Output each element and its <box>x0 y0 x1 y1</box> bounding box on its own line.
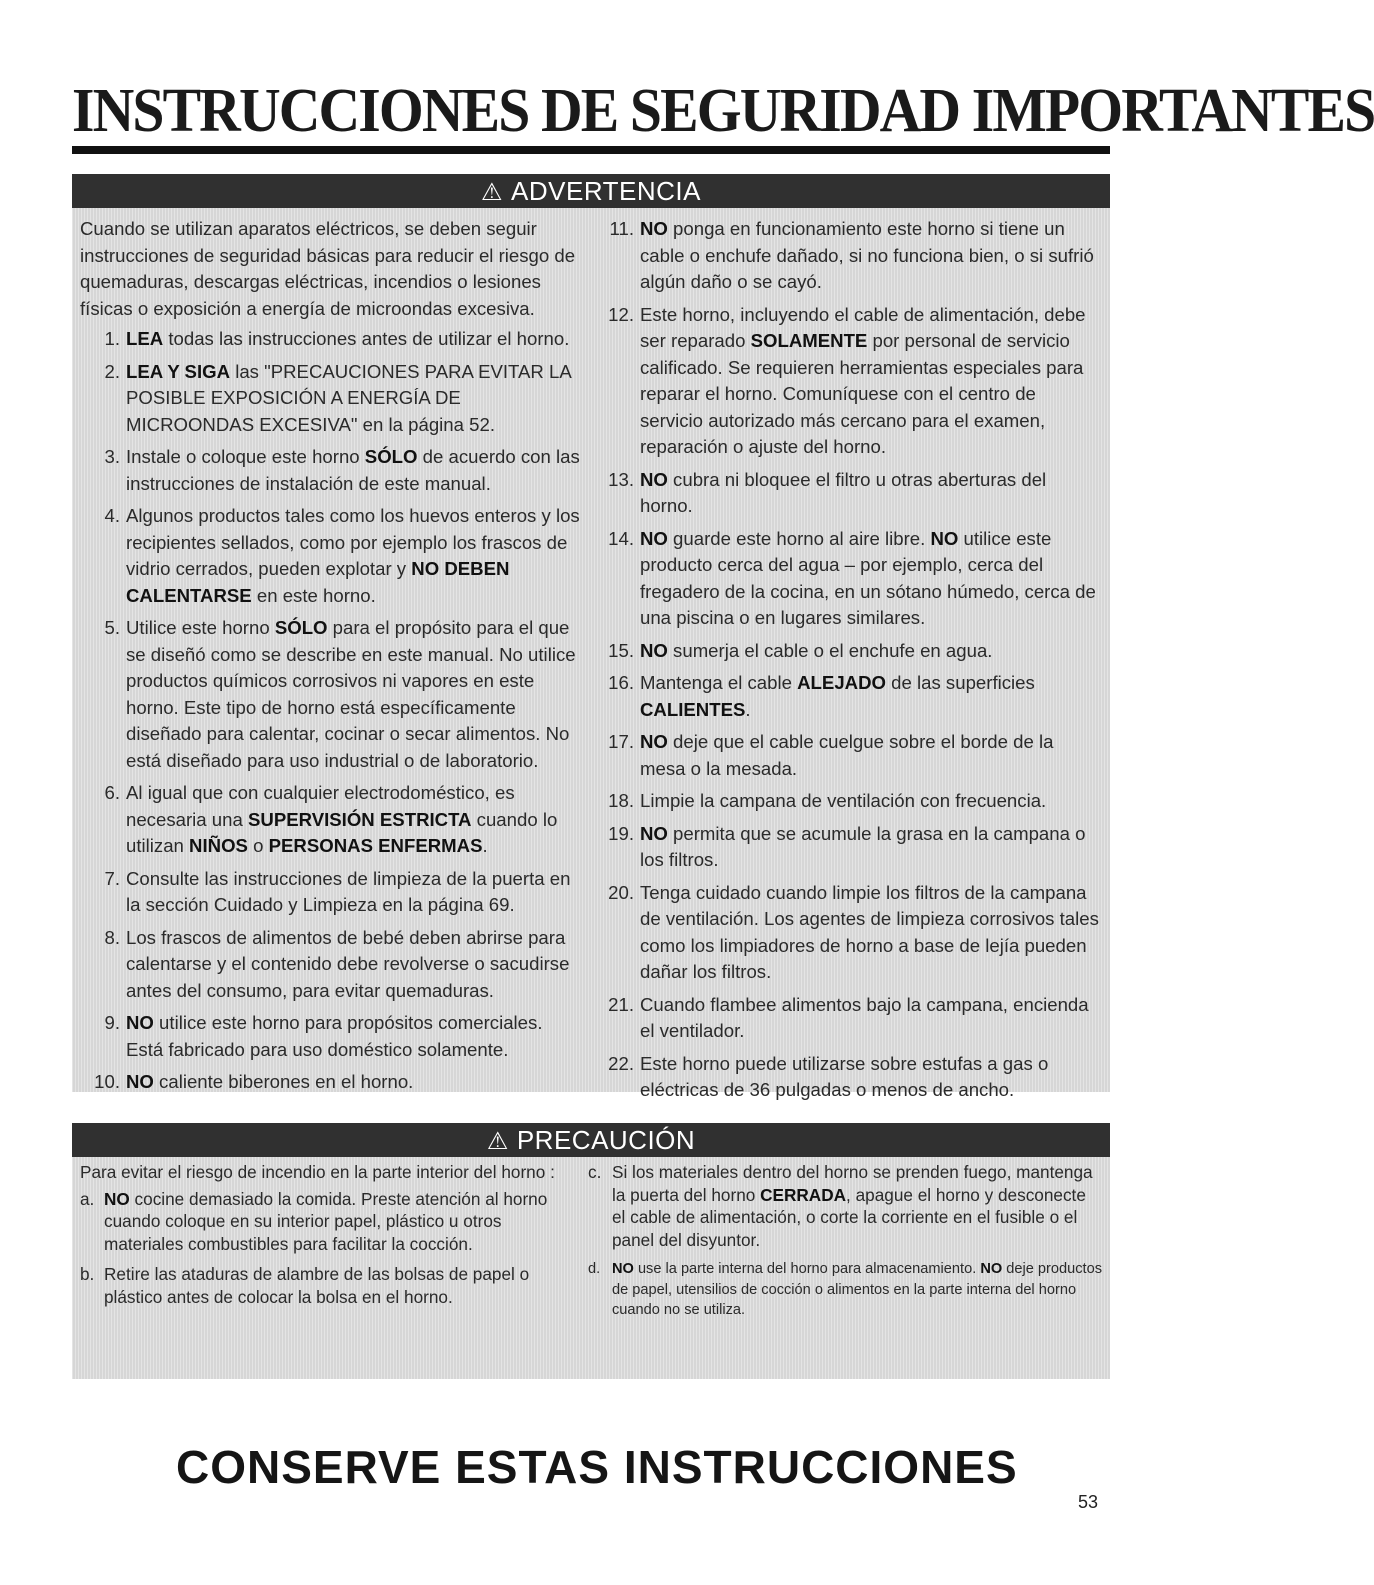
list-item <box>588 526 1104 632</box>
item-number: 19. <box>608 822 634 844</box>
list-item <box>80 1069 580 1096</box>
list-item <box>588 216 1104 296</box>
emphasis-text: SÓLO <box>274 617 328 638</box>
item-number: 13. <box>608 468 634 490</box>
emphasis-text: NO <box>980 1261 1003 1277</box>
item-text: , apague el horno y desconecte el cable de alimentación, o corte la corriente en el fusible o el panel del disyuntor. <box>612 1184 1086 1250</box>
list-item <box>80 1263 580 1308</box>
list-item <box>588 467 1104 520</box>
item-number: 12. <box>608 303 634 325</box>
item-number: 21. <box>608 993 634 1015</box>
item-number: 3. <box>104 446 120 467</box>
list-item <box>588 670 1104 723</box>
caution-left-column <box>80 1161 580 1316</box>
list-item <box>80 925 580 1005</box>
item-number: 17. <box>608 731 634 752</box>
warning-header: ADVERTENCIA <box>511 176 701 206</box>
emphasis-text: NO <box>640 822 668 844</box>
warning-panel <box>72 174 1110 1100</box>
item-text: de acuerdo con las instrucciones de instalación de este manual. <box>126 446 580 494</box>
emphasis-text: CALIENTES <box>640 698 746 720</box>
page-title: INSTRUCCIONES DE SEGURIDAD IMPORTANTES <box>72 77 1374 145</box>
list-item <box>588 788 1104 815</box>
footer-heading: CONSERVE ESTAS INSTRUCCIONES <box>176 1441 1018 1493</box>
item-text: o <box>247 835 269 856</box>
emphasis-text: SOLAMENTE <box>750 330 868 351</box>
warning-header-bar <box>72 174 1110 208</box>
item-text: . <box>482 835 488 856</box>
item-number: 11. <box>609 218 634 239</box>
caution-header: PRECAUCIÓN <box>516 1125 696 1155</box>
item-text: Utilice este horno <box>126 617 275 638</box>
item-number: 16. <box>608 672 634 693</box>
item-text: Retire las ataduras de alambre de las bolsas de papel o plástico antes de colocar la bolsa en el horno. <box>104 1264 530 1307</box>
item-text: Si los materiales dentro del horno se prenden fuego, mantenga la puerta del horno <box>612 1162 1093 1205</box>
item-number: 1. <box>104 328 120 349</box>
list-item <box>80 359 580 439</box>
list-item <box>80 444 580 497</box>
caution-panel <box>72 1123 1110 1379</box>
title-rule <box>72 146 1110 154</box>
list-item <box>588 1051 1104 1104</box>
warning-right-column <box>588 216 1104 1110</box>
warning-intro: Cuando se utilizan aparatos eléctricos, se deben seguir instrucciones de seguridad básicas para reducir el riesgo de quemaduras, descargas eléctricas, incendios o lesiones físicas o exposición a energía de microondas excesiva. <box>80 218 576 319</box>
emphasis-text: NO <box>104 1188 130 1209</box>
list-item <box>588 1259 1104 1321</box>
emphasis-text: PERSONAS ENFERMAS <box>268 835 483 856</box>
emphasis-text: LEA Y SIGA <box>126 360 231 382</box>
emphasis-text: LEA <box>126 328 164 349</box>
emphasis-text: NO <box>640 218 668 239</box>
item-text: de las superficies <box>885 672 1035 693</box>
item-number: d. <box>588 1261 601 1277</box>
emphasis-text: SÓLO <box>364 446 418 467</box>
item-number: 9. <box>104 1012 120 1033</box>
list-item <box>80 866 580 919</box>
caution-header-bar <box>72 1123 1110 1157</box>
item-text: ponga en funcionamiento este horno si tiene un cable o enchufe dañado, si no funciona bien, o si sufrió algún daño o se cayó. <box>640 218 1094 292</box>
emphasis-text: NO DEBEN CALENTARSE <box>126 558 510 606</box>
item-number: 2. <box>104 360 120 382</box>
item-number: 15. <box>608 639 634 661</box>
item-text: utilice este horno para propósitos comerciales. Está fabricado para uso doméstico solamente. <box>126 1012 543 1060</box>
item-text: utilice este producto cerca del agua – por ejemplo, cerca del fregadero de la cocina, en un sótano húmedo, cerca de una piscina o en lugares similares. <box>640 527 1096 628</box>
caution-intro: Para evitar el riesgo de incendio en la parte interior del horno : <box>80 1162 555 1182</box>
item-text: use la parte interna del horno para almacenamiento. <box>633 1261 981 1277</box>
list-item <box>588 1161 1104 1251</box>
emphasis-text: NO <box>126 1071 154 1092</box>
emphasis-text: NO <box>640 527 668 549</box>
item-text: para el propósito para el que se diseñó como se describe en este manual. No utilice productos químicos corrosivos ni vapores en este horno. Este tipo de horno está específicamente diseñado para calentar, cocinar o secar alimentos. No está diseñado para uso industrial o de laboratorio. <box>126 617 576 771</box>
item-text: permita que se acumule la grasa en la campana o los filtros. <box>640 822 1086 870</box>
emphasis-text: NO <box>126 1012 154 1033</box>
list-item <box>80 1188 580 1256</box>
warning-triangle-icon: ⚠ <box>486 1128 509 1155</box>
item-text: en este horno. <box>251 584 376 606</box>
warning-triangle-icon: ⚠ <box>481 179 504 206</box>
list-item <box>588 821 1104 874</box>
list-item <box>80 503 580 609</box>
item-text: Mantenga el cable <box>640 672 798 693</box>
item-text: . <box>745 698 751 720</box>
item-number: 22. <box>608 1052 634 1074</box>
item-number: 8. <box>104 926 120 948</box>
emphasis-text: NO <box>930 527 959 549</box>
item-text: sumerja el cable o el enchufe en agua. <box>667 639 993 661</box>
item-number: 14. <box>608 527 634 549</box>
list-item <box>80 615 580 774</box>
item-text: por personal de servicio calificado. Se requieren herramientas especiales para reparar el horno. Comuníquese con el centro de servicio autorizado más cercano para el examen, reparación o ajuste del horno. <box>640 330 1084 457</box>
emphasis-text: NO <box>640 468 668 490</box>
item-text: Al igual que con cualquier electrodoméstico, es necesaria una <box>126 782 515 830</box>
caution-list-left <box>80 1188 580 1309</box>
item-text: Limpie la campana de ventilación con frecuencia. <box>640 790 1047 811</box>
emphasis-text: CERRADA <box>760 1184 847 1205</box>
emphasis-text: NO <box>612 1261 634 1277</box>
item-number: 20. <box>608 881 634 903</box>
warning-list-right <box>588 216 1104 1104</box>
item-number: a. <box>80 1188 95 1209</box>
item-number: 5. <box>104 617 120 638</box>
item-number: 7. <box>104 867 120 889</box>
item-text: deje que el cable cuelgue sobre el borde de la mesa o la mesada. <box>640 731 1054 779</box>
emphasis-text: NIÑOS <box>189 835 248 856</box>
list-item <box>80 326 580 353</box>
item-text: todas las instrucciones antes de utilizar el horno. <box>163 328 570 349</box>
emphasis-text: ALEJADO <box>797 672 886 693</box>
item-text: Cuando flambee alimentos bajo la campana, encienda el ventilador. <box>640 993 1089 1041</box>
item-number: 6. <box>104 782 120 803</box>
item-text: Los frascos de alimentos de bebé deben abrirse para calentarse y el contenido debe revolverse o sacudirse antes del consumo, para evitar quemaduras. <box>126 926 570 1001</box>
list-item <box>588 880 1104 986</box>
caution-list-right <box>588 1161 1104 1321</box>
item-number: 4. <box>104 505 120 526</box>
list-item <box>588 729 1104 782</box>
item-text: cocine demasiado la comida. Preste atención al horno cuando coloque en su interior papel, plástico u otros materiales combustibles para facilitar la cocción. <box>104 1188 548 1254</box>
item-text: Este horno puede utilizarse sobre estufas a gas o eléctricas de 36 pulgadas o menos de ancho. <box>640 1052 1049 1100</box>
item-text: cuando lo utilizan <box>126 808 558 856</box>
item-text: Este horno, incluyendo el cable de alimentación, debe ser reparado <box>640 303 1086 351</box>
caution-right-column <box>588 1161 1104 1329</box>
warning-list-left <box>80 326 580 1096</box>
warning-left-column <box>80 216 580 1102</box>
item-text: Tenga cuidado cuando limpie los filtros de la campana de ventilación. Los agentes de limpieza corrosivos tales como los limpiadores de horno a base de lejía pueden dañar los filtros. <box>640 881 1099 982</box>
item-text: las "PRECAUCIONES PARA EVITAR LA POSIBLE EXPOSICIÓN A ENERGÍA DE MICROONDAS EXCESIVA" en la página 52. <box>126 360 571 435</box>
list-item <box>588 992 1104 1045</box>
list-item <box>80 1010 580 1063</box>
item-text: deje productos de papel, utensilios de cocción o alimentos en la parte interna del horno cuando no se utiliza. <box>612 1261 1102 1318</box>
list-item <box>588 638 1104 665</box>
item-text: cubra ni bloquee el filtro u otras aberturas del horno. <box>640 468 1047 516</box>
emphasis-text: SUPERVISIÓN ESTRICTA <box>247 808 472 830</box>
item-text: caliente biberones en el horno. <box>153 1071 414 1092</box>
page-number: 53 <box>1078 1492 1099 1512</box>
item-text: Consulte las instrucciones de limpieza de la puerta en la sección Cuidado y Limpieza en la página 69. <box>126 867 571 915</box>
item-number: 10. <box>94 1071 120 1092</box>
item-text: Instale o coloque este horno <box>126 446 365 467</box>
emphasis-text: NO <box>640 731 668 752</box>
list-item <box>80 780 580 860</box>
item-number: b. <box>80 1264 95 1284</box>
item-number: c. <box>588 1162 602 1182</box>
list-item <box>588 302 1104 461</box>
item-number: 18. <box>608 790 634 811</box>
item-text: Algunos productos tales como los huevos enteros y los recipientes sellados, como por ejemplo los frascos de vidrio cerrados, pueden explotar y <box>126 505 580 579</box>
emphasis-text: NO <box>640 639 668 661</box>
item-text: guarde este horno al aire libre. <box>667 527 931 549</box>
